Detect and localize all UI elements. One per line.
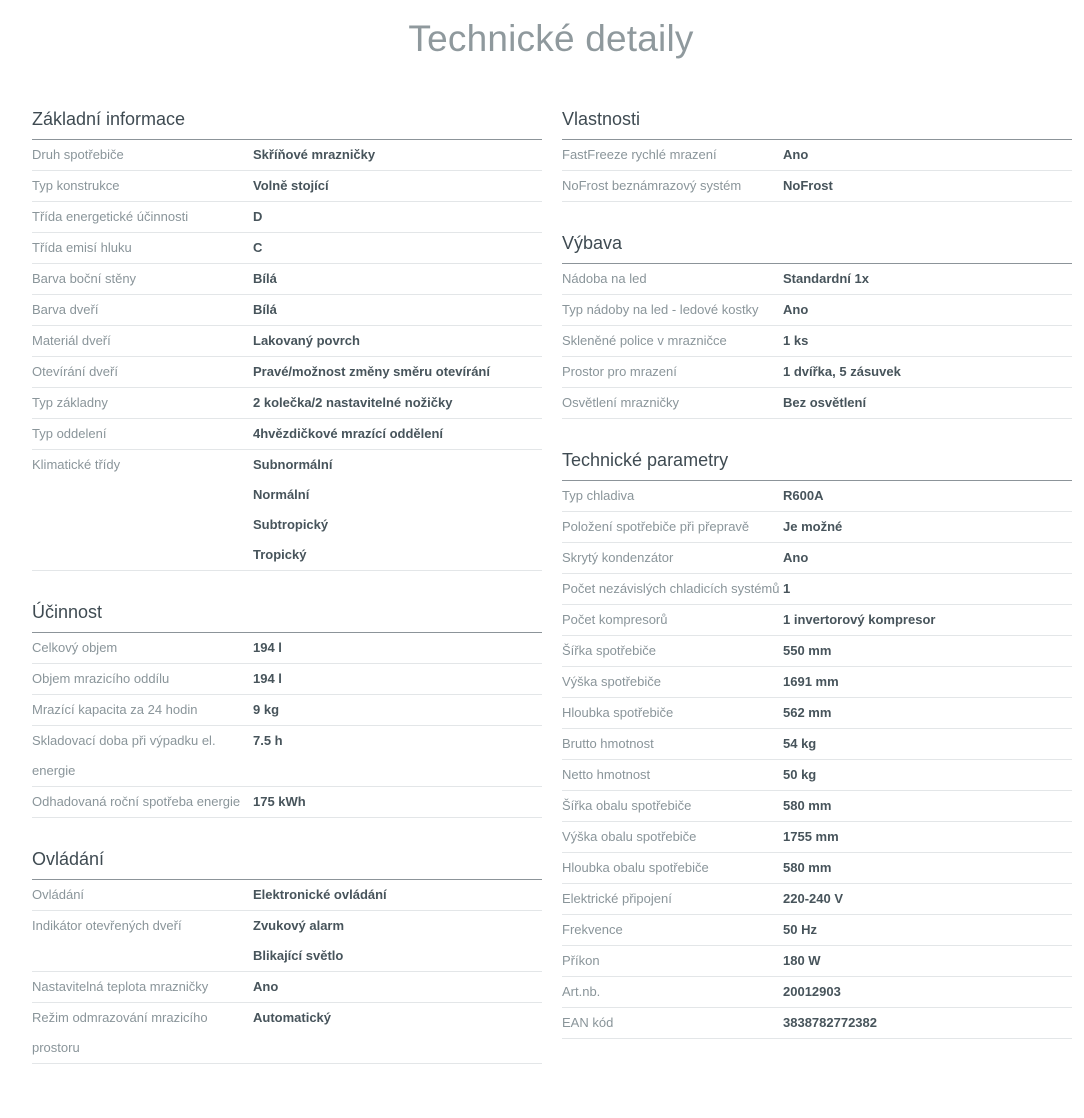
spec-label: Výška obalu spotřebiče (562, 829, 697, 844)
spec-value: 580 mm (783, 798, 832, 813)
spec-value: Lakovaný povrch (253, 333, 360, 348)
spec-row (562, 605, 1072, 636)
spec-row (32, 233, 542, 264)
spec-value: 1691 mm (783, 674, 839, 689)
spec-value: Ano (783, 147, 809, 162)
section-title: Výbava (562, 228, 1072, 264)
spec-values (253, 171, 542, 201)
spec-label: Šířka spotřebiče (562, 643, 656, 658)
spec-value: Zvukový alarm (253, 918, 345, 933)
left-column (32, 104, 542, 1090)
spec-row (32, 695, 542, 726)
spec-row (562, 822, 1072, 853)
spec-label: Typ nádoby na led - ledové kostky (562, 302, 759, 317)
spec-row (32, 726, 542, 787)
spec-label: Typ chladiva (562, 488, 635, 503)
spec-values (253, 911, 542, 971)
section-title: Základní informace (32, 104, 542, 140)
spec-values (253, 450, 542, 570)
spec-value: Bez osvětlení (783, 395, 867, 410)
spec-values (783, 295, 1072, 325)
spec-row (562, 326, 1072, 357)
spec-values (783, 667, 1072, 697)
spec-label: Otevírání dveří (32, 364, 118, 379)
spec-value: Subnormální (253, 457, 333, 472)
spec-value: 50 kg (783, 767, 817, 782)
spec-row (562, 729, 1072, 760)
spec-values (253, 972, 542, 1002)
section-title: Vlastnosti (562, 104, 1072, 140)
spec-label: Třída emisí hluku (32, 240, 132, 255)
spec-label: Počet kompresorů (562, 612, 668, 627)
spec-values (783, 264, 1072, 294)
spec-label: Barva boční stěny (32, 271, 137, 286)
section-zakladni-informace (32, 104, 542, 571)
spec-value: 7.5 h (253, 733, 283, 748)
spec-values (783, 357, 1072, 387)
spec-label: Skrytý kondenzátor (562, 550, 674, 565)
spec-label: Typ konstrukce (32, 178, 120, 193)
spec-value: Je možné (783, 519, 843, 534)
spec-values (783, 884, 1072, 914)
spec-row (562, 853, 1072, 884)
spec-label: FastFreeze rychlé mrazení (562, 147, 717, 162)
spec-value: Bílá (253, 271, 277, 286)
spec-values (783, 481, 1072, 511)
spec-label: Hloubka obalu spotřebiče (562, 860, 709, 875)
spec-values (253, 695, 542, 725)
spec-values (783, 326, 1072, 356)
spec-label: Druh spotřebiče (32, 147, 124, 162)
spec-label: Skleněné police v mrazničce (562, 333, 727, 348)
spec-label: Příkon (562, 953, 600, 968)
spec-label: EAN kód (562, 1015, 614, 1030)
spec-label: Počet nezávislých chladicích systémů (562, 581, 780, 596)
spec-row (562, 667, 1072, 698)
spec-values (783, 853, 1072, 883)
spec-values (783, 140, 1072, 170)
spec-row (562, 915, 1072, 946)
spec-label: Odhadovaná roční spotřeba energie (32, 794, 241, 809)
spec-row (562, 357, 1072, 388)
spec-value: Blikající světlo (253, 948, 344, 963)
spec-value: Pravé/možnost změny směru otevírání (253, 364, 490, 379)
spec-row (32, 357, 542, 388)
spec-row (562, 512, 1072, 543)
spec-row (32, 388, 542, 419)
spec-label: Typ základny (32, 395, 108, 410)
spec-label: Materiál dveří (32, 333, 111, 348)
spec-row (562, 791, 1072, 822)
section-vybava (562, 228, 1072, 419)
spec-label: Mrazící kapacita za 24 hodin (32, 702, 198, 717)
spec-value: Standardní 1x (783, 271, 869, 286)
spec-value: 50 Hz (783, 922, 817, 937)
spec-value: 2 kolečka/2 nastavitelné nožičky (253, 395, 453, 410)
spec-values (253, 633, 542, 663)
spec-values (253, 264, 542, 294)
spec-values (253, 357, 542, 387)
spec-value: 220-240 V (783, 891, 843, 906)
spec-values (783, 977, 1072, 1007)
section-technicke-parametry (562, 445, 1072, 1039)
spec-row (562, 1008, 1072, 1039)
spec-label: Brutto hmotnost (562, 736, 654, 751)
spec-values (253, 388, 542, 418)
spec-values (783, 512, 1072, 542)
spec-value: Ano (253, 979, 279, 994)
spec-values (783, 791, 1072, 821)
spec-row (32, 264, 542, 295)
spec-row (32, 1003, 542, 1064)
spec-values (783, 1008, 1072, 1038)
spec-row (32, 633, 542, 664)
spec-row (32, 664, 542, 695)
spec-values (783, 822, 1072, 852)
spec-values (253, 295, 542, 325)
spec-value: Tropický (253, 547, 307, 562)
spec-value: 1 ks (783, 333, 809, 348)
page-title: Technické detaily (408, 18, 694, 59)
spec-value: Subtropický (253, 517, 329, 532)
spec-values (783, 760, 1072, 790)
spec-row (562, 636, 1072, 667)
spec-row (562, 140, 1072, 171)
spec-values (783, 946, 1072, 976)
spec-values (783, 605, 1072, 635)
spec-row (562, 543, 1072, 574)
spec-value: Automatický (253, 1010, 332, 1025)
spec-values (253, 880, 542, 910)
right-column (562, 104, 1072, 1065)
section-title: Účinnost (32, 597, 542, 633)
spec-row (562, 760, 1072, 791)
spec-label: Třída energetické účinnosti (32, 209, 189, 224)
spec-value: 1 invertorový kompresor (783, 612, 936, 627)
spec-values (783, 729, 1072, 759)
spec-label: Skladovací doba při výpadku el. energie (32, 733, 216, 778)
spec-values (253, 419, 542, 449)
spec-row (562, 481, 1072, 512)
spec-row (32, 911, 542, 972)
spec-row (562, 946, 1072, 977)
spec-values (253, 233, 542, 263)
spec-row (562, 884, 1072, 915)
spec-value: 1755 mm (783, 829, 839, 844)
spec-row (32, 787, 542, 818)
spec-value: 180 W (783, 953, 821, 968)
spec-label: Hloubka spotřebiče (562, 705, 674, 720)
spec-row (562, 388, 1072, 419)
spec-value: Elektronické ovládání (253, 887, 387, 902)
spec-values (253, 326, 542, 356)
spec-label: Osvětlení mrazničky (562, 395, 680, 410)
spec-values (783, 915, 1072, 945)
spec-label: Režim odmrazování mrazicího prostoru (32, 1010, 208, 1055)
spec-label: Klimatické třídy (32, 457, 121, 472)
spec-values (783, 636, 1072, 666)
spec-value: C (253, 240, 263, 255)
spec-value: 550 mm (783, 643, 832, 658)
spec-value: Ano (783, 302, 809, 317)
spec-row (32, 140, 542, 171)
spec-row (32, 295, 542, 326)
spec-value: 562 mm (783, 705, 832, 720)
spec-values (783, 171, 1072, 201)
spec-label: Elektrické připojení (562, 891, 672, 906)
spec-value: NoFrost (783, 178, 833, 193)
spec-label: NoFrost beznámrazový systém (562, 178, 742, 193)
spec-value: 194 l (253, 640, 282, 655)
spec-label: Barva dveří (32, 302, 99, 317)
spec-label: Indikátor otevřených dveří (32, 918, 182, 933)
spec-row (562, 698, 1072, 729)
spec-values (253, 664, 542, 694)
spec-value: 1 dvířka, 5 zásuvek (783, 364, 901, 379)
spec-label: Nastavitelná teplota mrazničky (32, 979, 209, 994)
spec-row (32, 171, 542, 202)
spec-row (32, 450, 542, 571)
spec-row (32, 326, 542, 357)
spec-value: Ano (783, 550, 809, 565)
spec-row (562, 574, 1072, 605)
spec-label: Šířka obalu spotřebiče (562, 798, 692, 813)
section-title: Ovládání (32, 844, 542, 880)
spec-value: 9 kg (253, 702, 280, 717)
spec-row (32, 880, 542, 911)
spec-value: Bílá (253, 302, 277, 317)
spec-label: Frekvence (562, 922, 623, 937)
spec-value: Normální (253, 487, 310, 502)
spec-values (783, 543, 1072, 573)
spec-values (253, 202, 542, 232)
spec-value: 175 kWh (253, 794, 306, 809)
spec-row (32, 419, 542, 450)
spec-label: Nádoba na led (562, 271, 647, 286)
spec-values (253, 140, 542, 170)
spec-value: 1 (783, 581, 791, 596)
spec-values (253, 726, 542, 786)
spec-label: Ovládání (32, 887, 85, 902)
spec-values (783, 574, 1072, 604)
section-title: Technické parametry (562, 445, 1072, 481)
spec-values (253, 787, 542, 817)
spec-values (783, 698, 1072, 728)
spec-value: R600A (783, 488, 824, 503)
spec-row (562, 977, 1072, 1008)
section-vlastnosti (562, 104, 1072, 202)
spec-value: 54 kg (783, 736, 817, 751)
spec-value: Volně stojící (253, 178, 329, 193)
spec-row (32, 972, 542, 1003)
spec-row (32, 202, 542, 233)
spec-value: 20012903 (783, 984, 841, 999)
spec-row (562, 295, 1072, 326)
spec-label: Art.nb. (562, 984, 601, 999)
section-ucinnost (32, 597, 542, 818)
spec-label: Typ oddelení (32, 426, 107, 441)
spec-value: Skříňové mrazničky (253, 147, 376, 162)
spec-value: 4hvězdičkové mrazící oddělení (253, 426, 444, 441)
spec-label: Prostor pro mrazení (562, 364, 677, 379)
spec-value: 194 l (253, 671, 282, 686)
spec-label: Celkový objem (32, 640, 118, 655)
spec-label: Výška spotřebiče (562, 674, 661, 689)
spec-value: 3838782772382 (783, 1015, 877, 1030)
spec-label: Položení spotřebiče při přepravě (562, 519, 750, 534)
spec-label: Objem mrazicího oddílu (32, 671, 170, 686)
section-ovladani (32, 844, 542, 1064)
spec-values (253, 1003, 542, 1063)
spec-row (562, 171, 1072, 202)
spec-values (783, 388, 1072, 418)
spec-label: Netto hmotnost (562, 767, 651, 782)
spec-row (562, 264, 1072, 295)
spec-value: 580 mm (783, 860, 832, 875)
spec-value: D (253, 209, 263, 224)
